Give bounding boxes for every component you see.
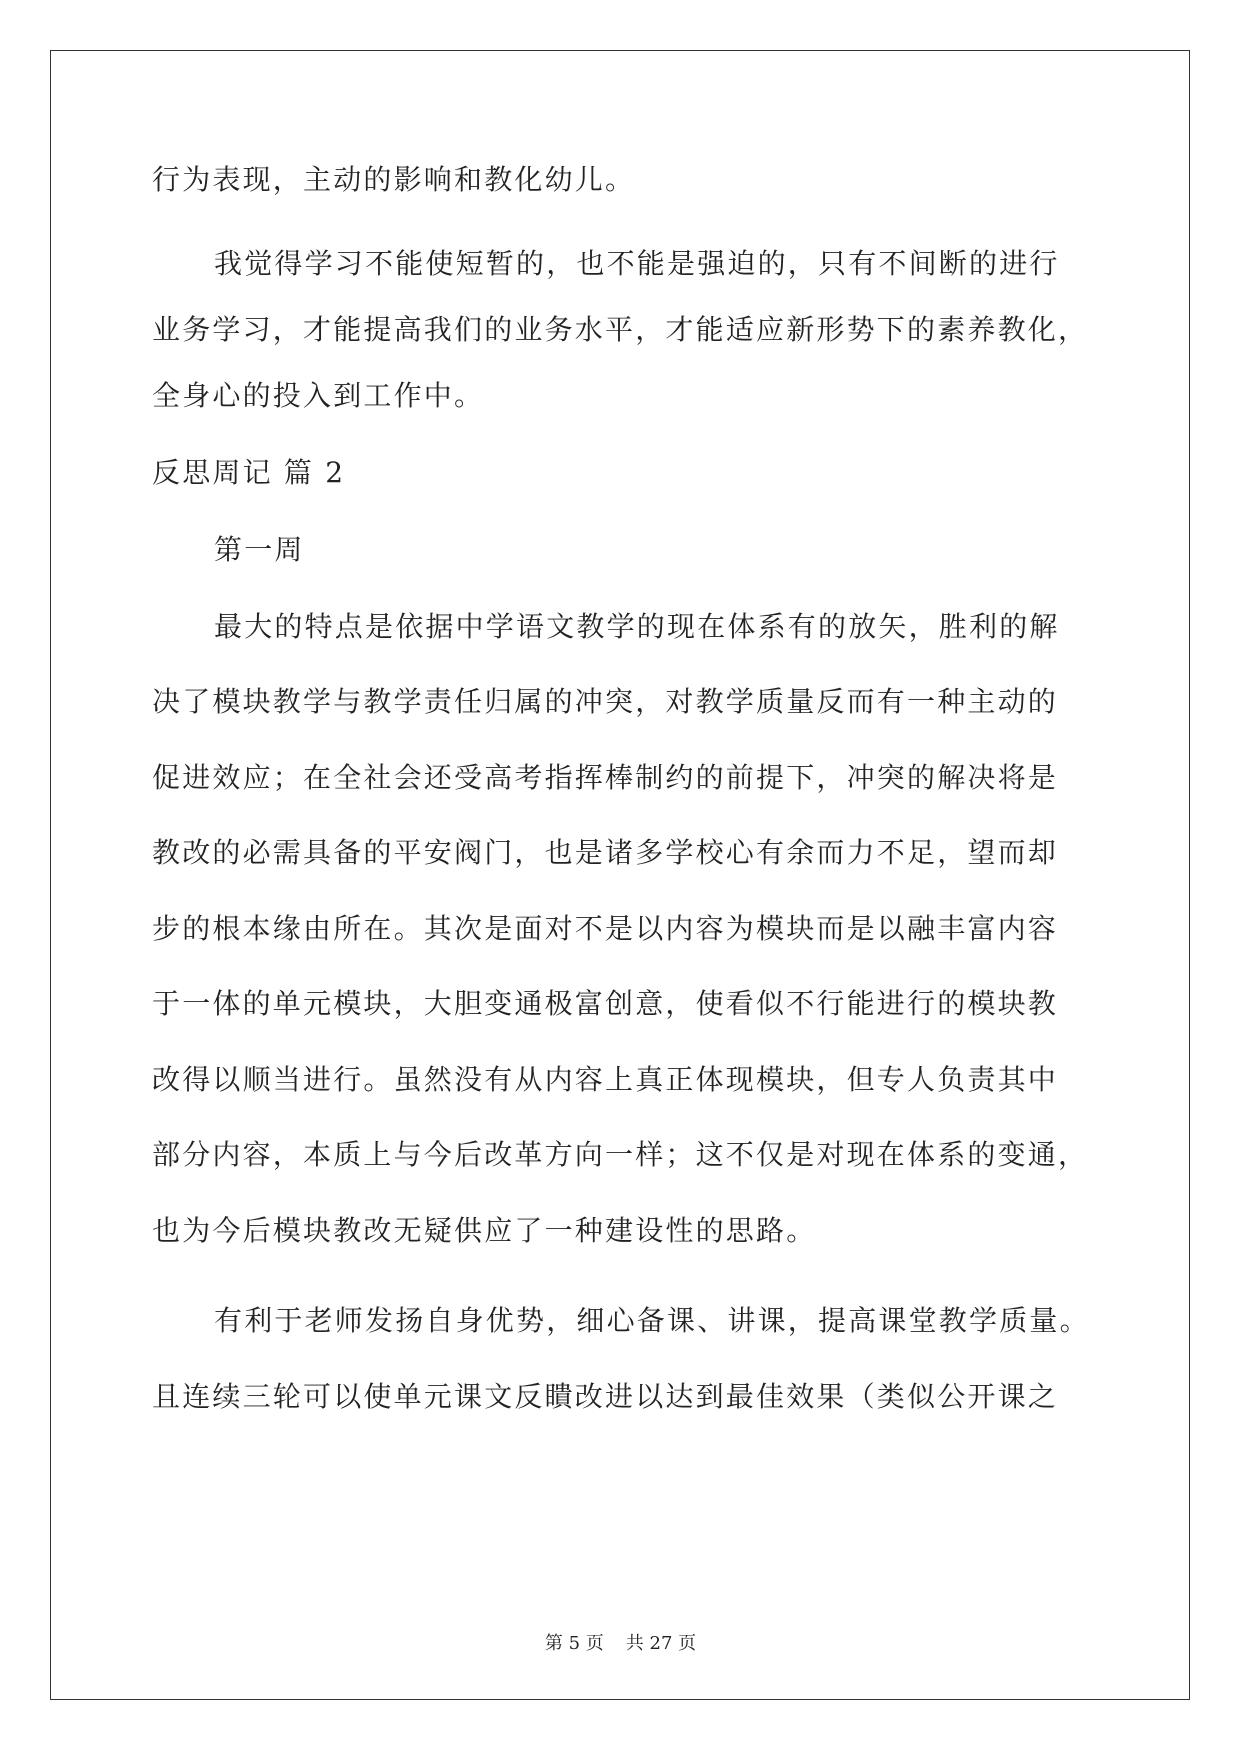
text-line: 决了模块教学与教学责任归属的冲突，对教学质量反而有一种主动的 bbox=[152, 685, 1059, 718]
section-heading: 反思周记 篇 2 bbox=[152, 456, 346, 489]
text-line: 也为今后模块教改无疑供应了一种建设性的思路。 bbox=[152, 1214, 817, 1247]
subheading: 第一周 bbox=[214, 533, 305, 566]
paragraph-start: 最大的特点是依据中学语文教学的现在体系有的放矢，胜利的解 bbox=[214, 610, 1060, 643]
page-border bbox=[50, 50, 1190, 1700]
page-total: 共 27 页 bbox=[625, 1633, 697, 1654]
page-footer bbox=[0, 1632, 1241, 1656]
text-line: 行为表现，主动的影响和教化幼儿。 bbox=[152, 163, 636, 196]
text-line: 改得以顺当进行。虽然没有从内容上真正体现模块，但专人负责其中 bbox=[152, 1063, 1059, 1096]
text-line: 教改的必需具备的平安阀门，也是诸多学校心有余而力不足，望而却 bbox=[152, 836, 1059, 869]
text-line: 部分内容，本质上与今后改革方向一样；这不仅是对现在体系的变通， bbox=[152, 1138, 1089, 1171]
paragraph-start: 有利于老师发扬自身优势，细心备课、讲课，提高课堂教学质量。 bbox=[214, 1304, 1090, 1337]
page-number: 第 5 页 bbox=[544, 1633, 604, 1654]
text-line: 业务学习，才能提高我们的业务水平，才能适应新形势下的素养教化， bbox=[152, 313, 1089, 346]
text-line: 步的根本缘由所在。其次是面对不是以内容为模块而是以融丰富内容 bbox=[152, 912, 1059, 945]
text-line: 促进效应；在全社会还受高考指挥棒制约的前提下，冲突的解决将是 bbox=[152, 761, 1059, 794]
paragraph-start: 我觉得学习不能使短暂的，也不能是强迫的，只有不间断的进行 bbox=[214, 247, 1060, 280]
text-line: 于一体的单元模块，大胆变通极富创意，使看似不行能进行的模块教 bbox=[152, 987, 1059, 1020]
text-line: 全身心的投入到工作中。 bbox=[152, 379, 485, 412]
text-line: 且连续三轮可以使单元课文反瞶改进以达到最佳效果（类似公开课之 bbox=[152, 1380, 1059, 1413]
